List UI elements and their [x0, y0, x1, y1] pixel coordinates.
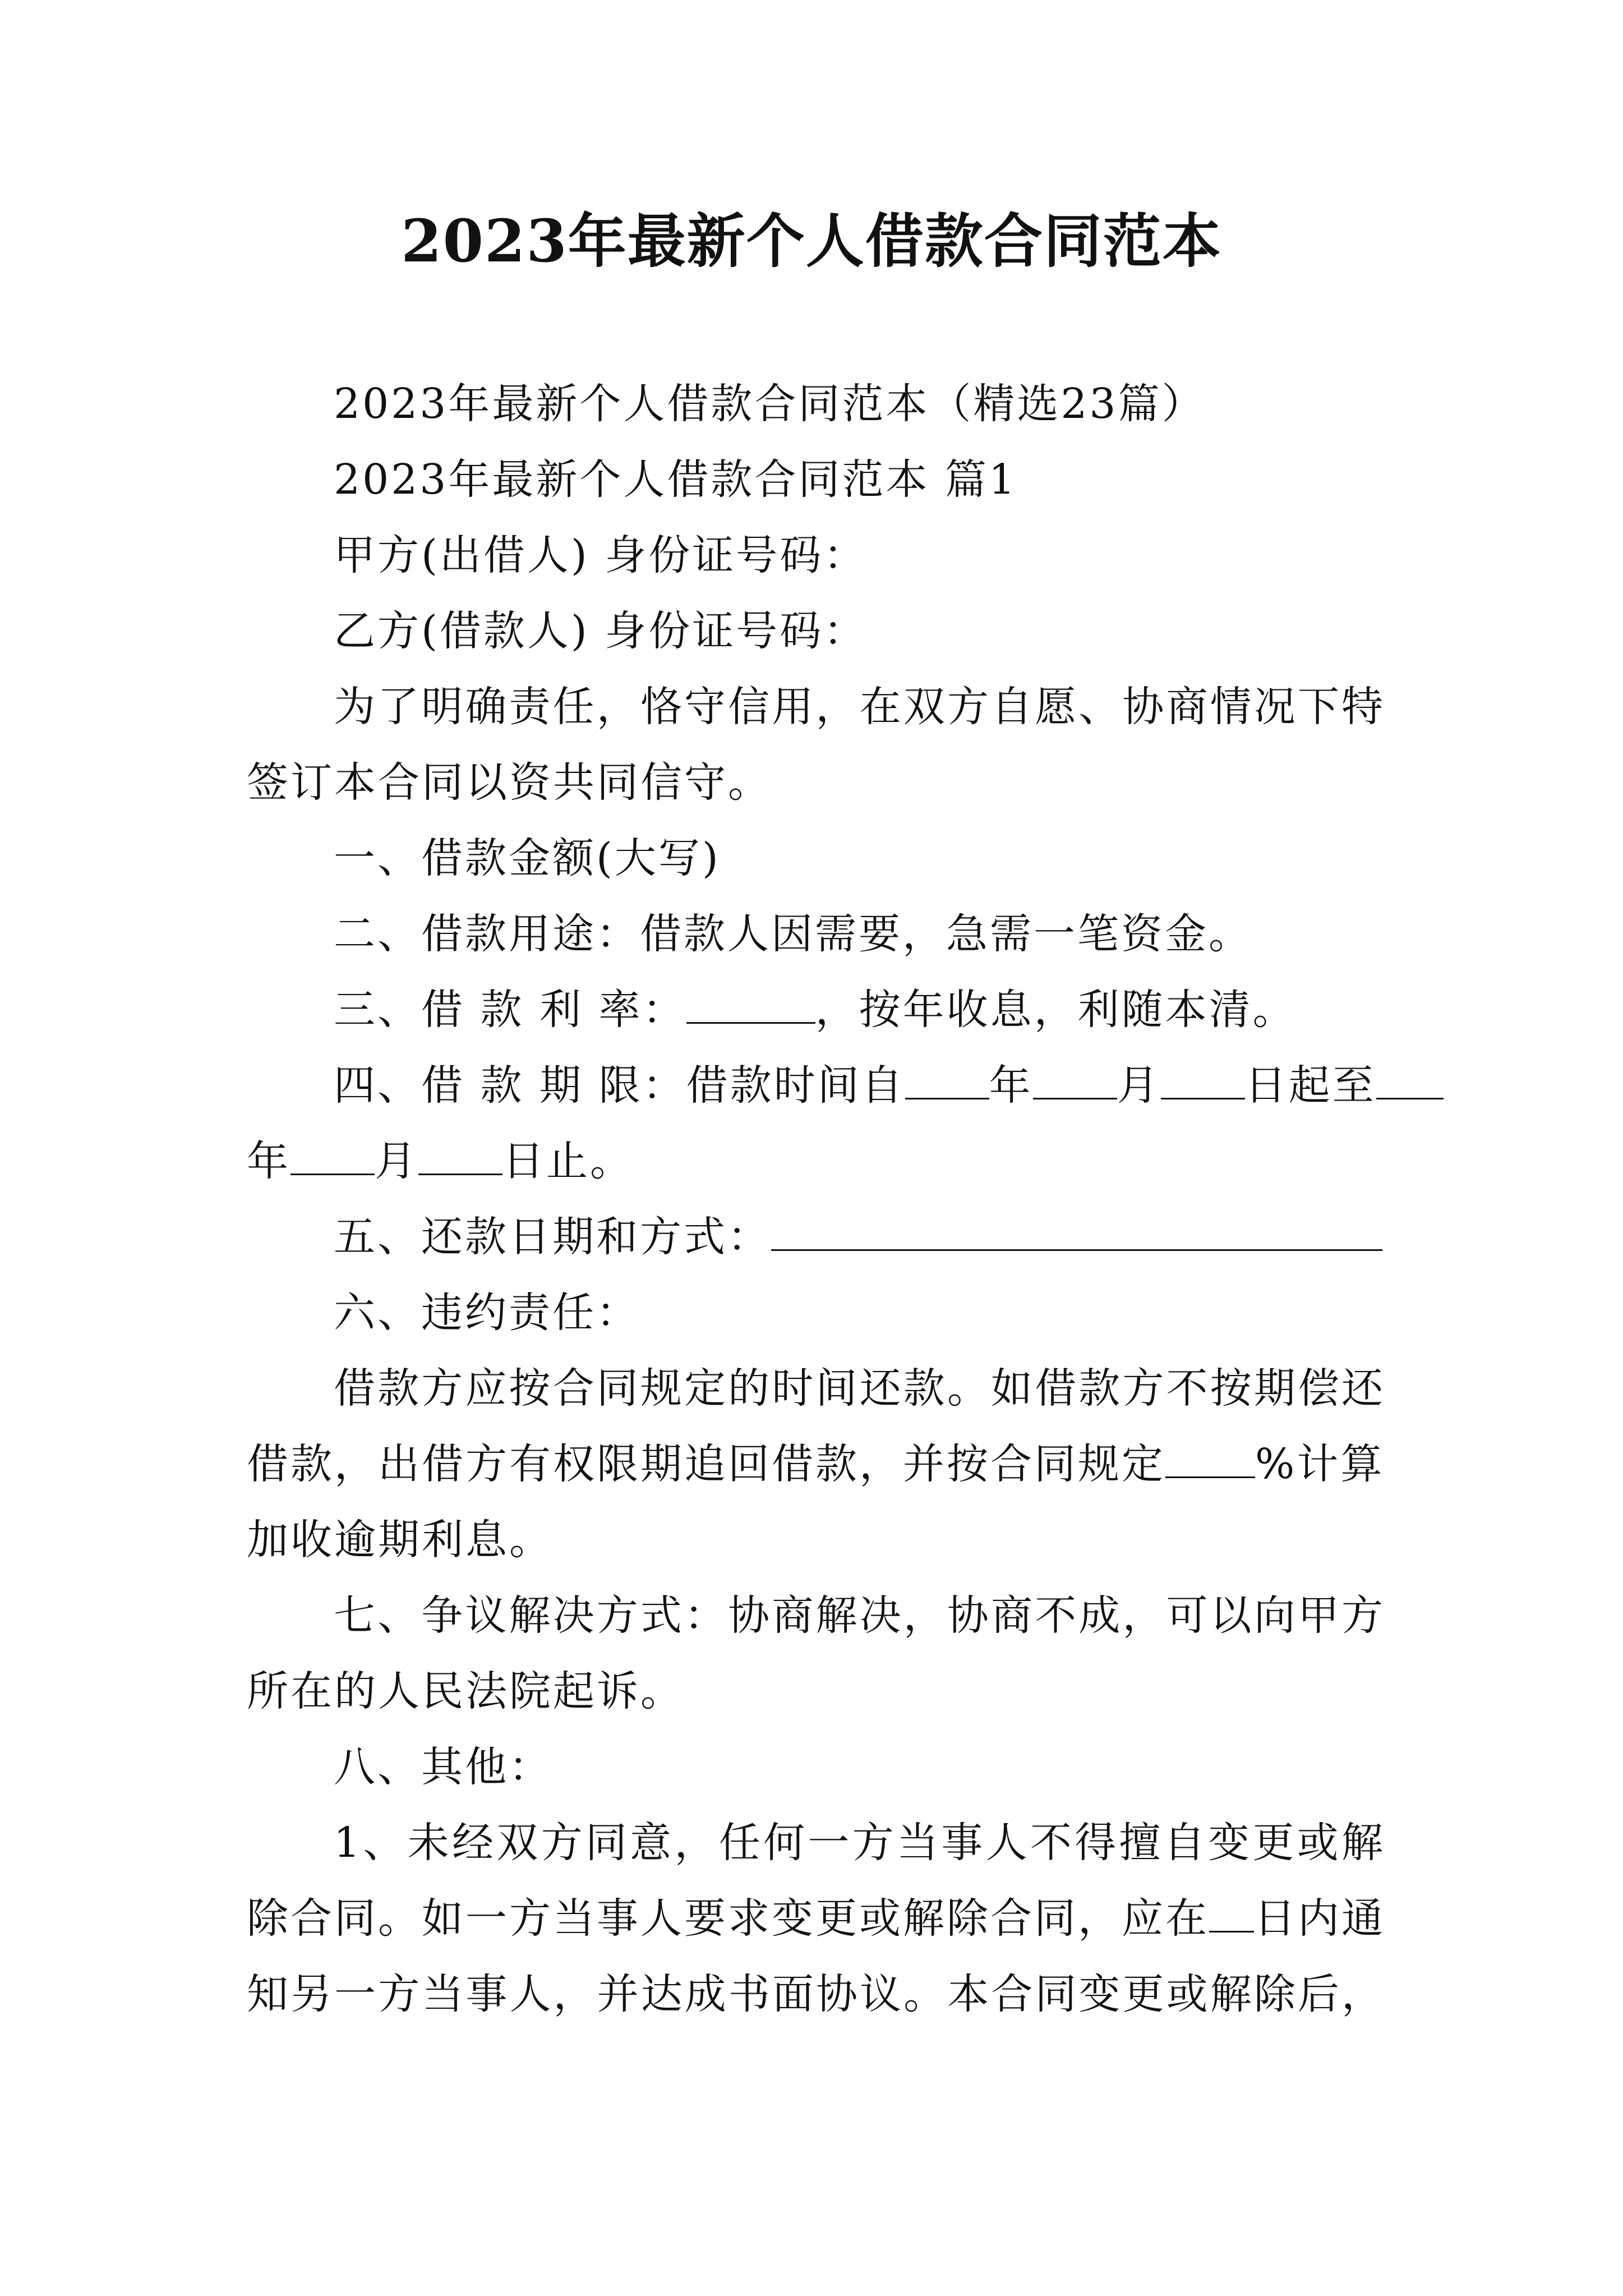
paragraph-line: [247, 1890, 1385, 1947]
paragraph-line: 2023年最新个人借款合同范本 篇1: [334, 455, 1017, 504]
text-segment: 月: [1117, 1061, 1161, 1110]
document-title: 2023年最新个人借款合同范本: [401, 206, 1222, 275]
text-segment: 日止。: [502, 1137, 634, 1185]
paragraph-line: 八、其他：: [334, 1743, 552, 1791]
paragraph-line: [334, 982, 1297, 1038]
paragraph-line: 2023年最新个人借款合同范本（精选23篇）: [334, 380, 1206, 428]
paragraph-line: 七、争议解决方式：协商解决，协商不成，可以向甲方: [334, 1591, 1385, 1640]
fill-blank: [1376, 1059, 1444, 1099]
paragraph-line: 1、未经双方同意，任何一方当事人不得擅自变更或解: [334, 1819, 1385, 1867]
text-segment: ，按年收息，利随本清。: [815, 986, 1297, 1034]
fill-blank: [291, 1134, 375, 1175]
paragraph-line: 乙方(借款人) 身份证号码：: [334, 607, 868, 655]
paragraph-line: [334, 1209, 1382, 1265]
fill-blank: [1161, 1059, 1245, 1099]
paragraph-line: 为了明确责任，恪守信用，在双方自愿、协商情况下特: [334, 683, 1385, 731]
text-segment: 年: [989, 1061, 1033, 1110]
paragraph-line: 知另一方当事人，并达成书面协议。本合同变更或解除后，: [247, 1970, 1385, 2018]
fill-blank: [905, 1059, 989, 1099]
fill-blank: [418, 1134, 502, 1175]
text-segment: 四、借 款 期 限：借款时间自: [334, 1061, 905, 1110]
paragraph-line: [247, 1436, 1384, 1492]
text-segment: 三、借 款 利 率：: [334, 986, 686, 1034]
paragraph-line: [334, 1057, 1444, 1114]
paragraph-line: 二、借款用途：借款人因需要，急需一笔资金。: [334, 910, 1252, 958]
paragraph-line: 所在的人民法院起诉。: [247, 1667, 684, 1715]
text-segment: 除合同。如一方当事人要求变更或解除合同，应在: [247, 1894, 1209, 1943]
text-segment: 日起至: [1244, 1061, 1376, 1110]
text-segment: 日内通: [1254, 1894, 1385, 1943]
paragraph-line: 甲方(出借人) 身份证号码：: [334, 531, 868, 579]
paragraph-line: 加收逾期利息。: [247, 1516, 553, 1564]
paragraph-line: 借款方应按合同规定的时间还款。如借款方不按期偿还: [334, 1364, 1385, 1412]
paragraph-line: 签订本合同以资共同信守。: [247, 758, 772, 807]
text-segment: 月: [375, 1137, 418, 1185]
fill-blank: [1165, 1437, 1255, 1478]
fill-blank: [1033, 1059, 1117, 1099]
fill-blank: [1209, 1892, 1254, 1932]
text-segment: 年: [247, 1137, 291, 1185]
text-segment: %计算: [1255, 1440, 1385, 1488]
paragraph-line: 一、借款金额(大写): [334, 834, 721, 882]
text-segment: 五、还款日期和方式：: [334, 1213, 771, 1261]
paragraph-line: 六、违约责任：: [334, 1289, 640, 1337]
text-segment: 借款，出借方有权限期追回借款，并按合同规定: [247, 1440, 1165, 1488]
paragraph-line: [247, 1133, 634, 1189]
fill-blank: [686, 983, 815, 1024]
fill-blank: [771, 1210, 1382, 1251]
